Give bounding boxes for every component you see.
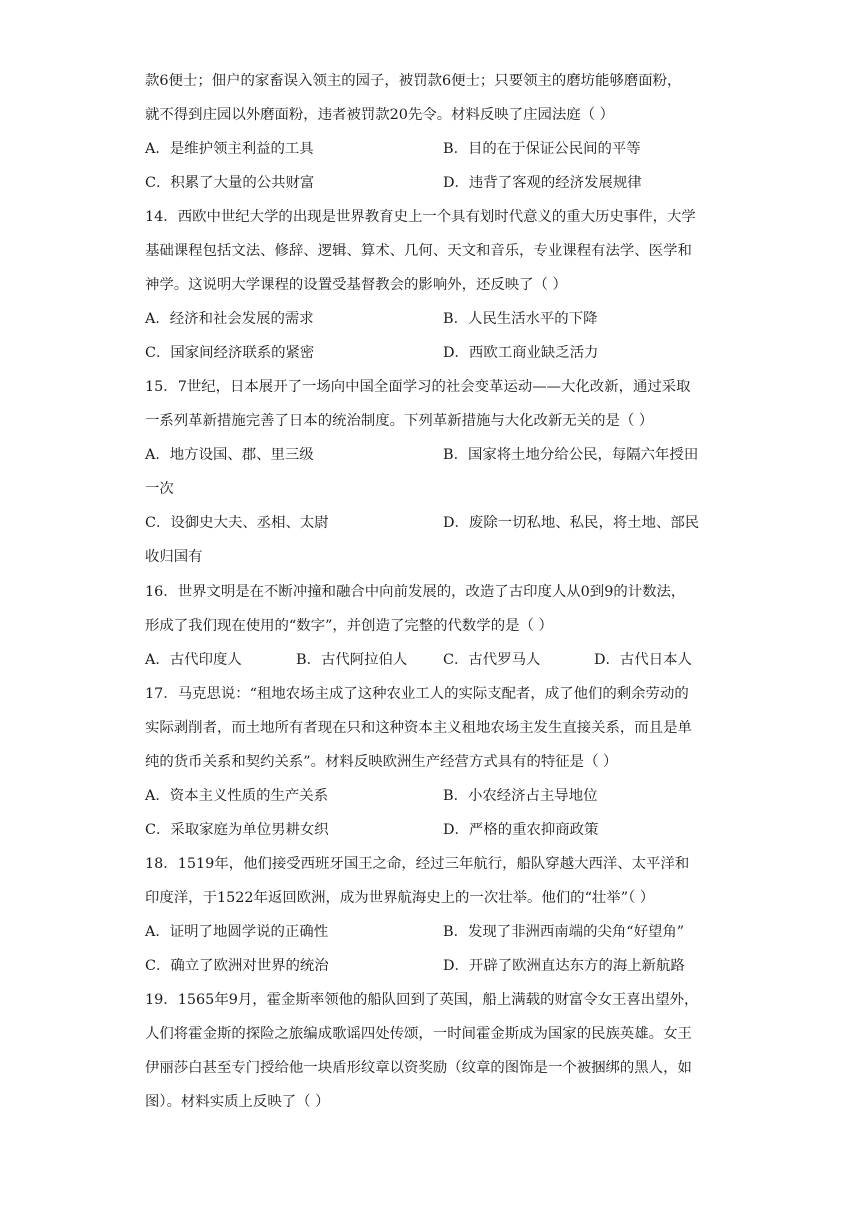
q16-option-d: D．古代日本人 — [594, 652, 692, 668]
q15-option-c: C．设御史大夫、丞相、太尉 — [145, 515, 329, 531]
q19-line-3: 伊丽莎白甚至专门授给他一块盾形纹章以资奖励（纹章的图饰是一个被捆绑的黑人，如 — [145, 1060, 692, 1076]
q13-option-b: B．目的在于保证公民间的平等 — [443, 141, 641, 157]
q14-option-b: B．人民生活水平的下降 — [443, 311, 598, 327]
q19-line-4: 图）。材料实质上反映了（ ） — [145, 1094, 330, 1110]
q17-option-b: B．小农经济占主导地位 — [443, 788, 598, 804]
q15-option-b-continued: 一次 — [145, 481, 174, 497]
q18-option-a: A．证明了地圆学说的正确性 — [145, 924, 329, 940]
q16-option-a: A．古代印度人 — [145, 652, 242, 668]
q14-option-d: D．西欧工商业缺乏活力 — [443, 345, 599, 361]
q13-option-d: D．违背了客观的经济发展规律 — [443, 175, 642, 191]
q13-option-c: C．积累了大量的公共财富 — [145, 175, 315, 191]
q16-option-b: B．古代阿拉伯人 — [296, 652, 408, 668]
q15-line-1: 15．7世纪，日本展开了一场向中国全面学习的社会变革运动——大化改新，通过采取 — [145, 379, 691, 395]
q17-option-a: A．资本主义性质的生产关系 — [145, 788, 329, 804]
q15-option-d-continued: 收归国有 — [145, 549, 203, 565]
q15-line-2: 一系列革新措施完善了日本的统治制度。下列革新措施与大化改新无关的是（ ） — [145, 413, 654, 429]
q19-line-2: 人们将霍金斯的探险之旅编成歌谣四处传颂，一时间霍金斯成为国家的民族英雄。女王 — [145, 1026, 692, 1042]
q14-line-1: 14．西欧中世纪大学的出现是世界教育史上一个具有划时代意义的重大历史事件，大学 — [145, 209, 696, 225]
q15-option-d: D．废除一切私地、私民，将土地、部民 — [443, 515, 700, 531]
q14-line-3: 神学。这说明大学课程的设置受基督教会的影响外，还反映了（ ） — [145, 277, 567, 293]
q13-option-a: A．是维护领主利益的工具 — [145, 141, 314, 157]
q16-line-1: 16．世界文明是在不断冲撞和融合中向前发展的，改造了古印度人从0到9的计数法， — [145, 584, 686, 600]
q17-line-1: 17．马克思说：“租地农场主成了这种农业工人的实际支配者，成了他们的剩余劳动的 — [145, 686, 689, 702]
q14-option-a: A．经济和社会发展的需求 — [145, 311, 314, 327]
q15-option-a: A．地方设国、郡、里三级 — [145, 447, 314, 463]
q14-option-c: C．国家间经济联系的紧密 — [145, 345, 315, 361]
q13-line-1: 款6便士；佃户的家畜误入领主的园子，被罚款6便士；只要领主的磨坊能够磨面粉， — [145, 73, 682, 89]
q18-line-1: 18．1519年，他们接受西班牙国王之命，经过三年航行，船队穿越大西洋、太平洋和 — [145, 856, 690, 872]
q19-line-1: 19．1565年9月，霍金斯率领他的船队回到了英国，船上满载的财富令女王喜出望外， — [145, 992, 699, 1008]
q13-line-2: 就不得到庄园以外磨面粉，违者被罚款20先令。材料反映了庄园法庭（ ） — [145, 107, 614, 123]
q15-option-b: B．国家将土地分给公民，每隔六年授田 — [443, 447, 699, 463]
q16-option-c: C．古代罗马人 — [443, 652, 541, 668]
q18-line-2: 印度洋，于1522年返回欧洲，成为世界航海史上的一次壮举。他们的“壮举”（ ） — [145, 890, 655, 906]
q18-option-d: D．开辟了欧洲直达东方的海上新航路 — [443, 958, 685, 974]
q18-option-b: B．发现了非洲西南端的尖角“好望角” — [443, 924, 685, 940]
q16-line-2: 形成了我们现在使用的“数字”，并创造了完整的代数学的是（ ） — [145, 618, 553, 634]
q17-option-c: C．采取家庭为单位男耕女织 — [145, 822, 329, 838]
q17-line-2: 实际剥削者，而土地所有者现在只和这种资本主义租地农场主发生直接关系，而且是单 — [145, 720, 692, 736]
q14-line-2: 基础课程包括文法、修辞、逻辑、算术、几何、天文和音乐，专业课程有法学、医学和 — [145, 243, 692, 259]
q17-line-3: 纯的货币关系和契约关系”。材料反映欧洲生产经营方式具有的特征是（ ） — [145, 754, 618, 770]
q17-option-d: D．严格的重农抑商政策 — [443, 822, 599, 838]
q18-option-c: C．确立了欧洲对世界的统治 — [145, 958, 329, 974]
